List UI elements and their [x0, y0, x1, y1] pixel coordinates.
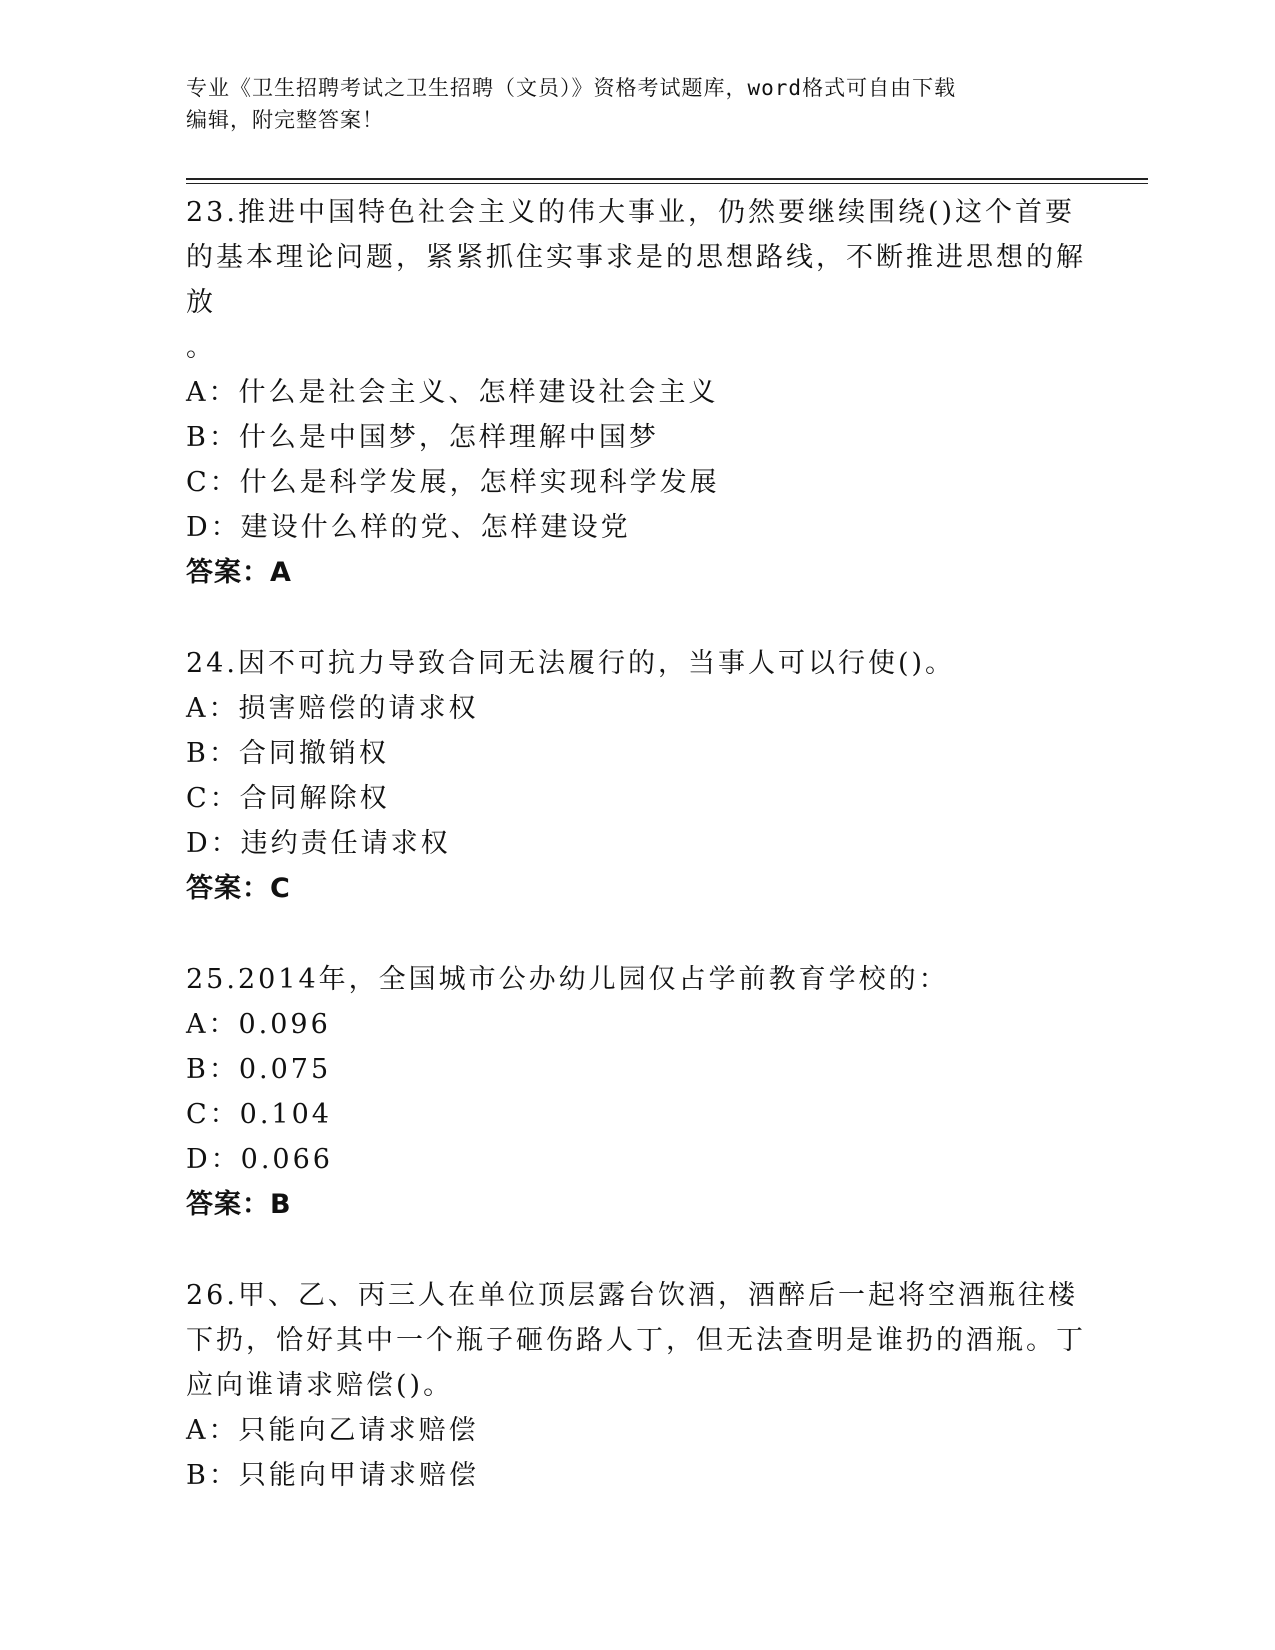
question-text: 23.推进中国特色社会主义的伟大事业，仍然要继续围绕()这个首要的基本理论问题，紧紧抓住实事求是的思想路线，不断推进思想的解放 。: [186, 197, 1086, 363]
option-c: C：0.104: [186, 1099, 332, 1130]
option-d: D：违约责任请求权: [186, 828, 451, 859]
option-a: A：什么是社会主义、怎样建设社会主义: [186, 377, 719, 408]
answer: 答案：B: [186, 1189, 292, 1220]
question-26: [186, 1273, 1086, 1498]
option-c: C：合同解除权: [186, 783, 390, 814]
header-divider-thin: [186, 183, 1148, 184]
document-header: [186, 72, 1066, 136]
option-b: B：只能向甲请求赔偿: [186, 1460, 479, 1491]
option-d: D：0.066: [186, 1144, 333, 1175]
option-c: C：什么是科学发展，怎样实现科学发展: [186, 467, 720, 498]
question-25: [186, 957, 1086, 1227]
option-b: B：0.075: [186, 1054, 332, 1085]
option-a: A：只能向乙请求赔偿: [186, 1415, 479, 1446]
option-b: B：合同撤销权: [186, 738, 389, 769]
question-24: [186, 641, 1086, 911]
option-d: D：建设什么样的党、怎样建设党: [186, 512, 631, 543]
answer: 答案：A: [186, 557, 292, 588]
header-line-2: 编辑，附完整答案！: [186, 108, 384, 132]
header-divider: [186, 178, 1148, 180]
question-text: 24.因不可抗力导致合同无法履行的，当事人可以行使()。: [186, 648, 956, 679]
question-text: 26.甲、乙、丙三人在单位顶层露台饮酒，酒醉后一起将空酒瓶往楼下扔，恰好其中一个瓶子砸伤路人丁，但无法查明是谁扔的酒瓶。丁应向谁请求赔偿()。: [186, 1280, 1086, 1401]
option-b: B：什么是中国梦，怎样理解中国梦: [186, 422, 659, 453]
answer: 答案：C: [186, 873, 291, 904]
option-a: A：0.096: [186, 1009, 331, 1040]
question-list: [186, 190, 1086, 1544]
question-23: [186, 190, 1086, 595]
header-line-1: 专业《卫生招聘考试之卫生招聘（文员）》资格考试题库，word格式可自由下载: [186, 76, 957, 100]
question-text: 25.2014年，全国城市公办幼儿园仅占学前教育学校的：: [186, 964, 949, 995]
option-a: A：损害赔偿的请求权: [186, 693, 479, 724]
